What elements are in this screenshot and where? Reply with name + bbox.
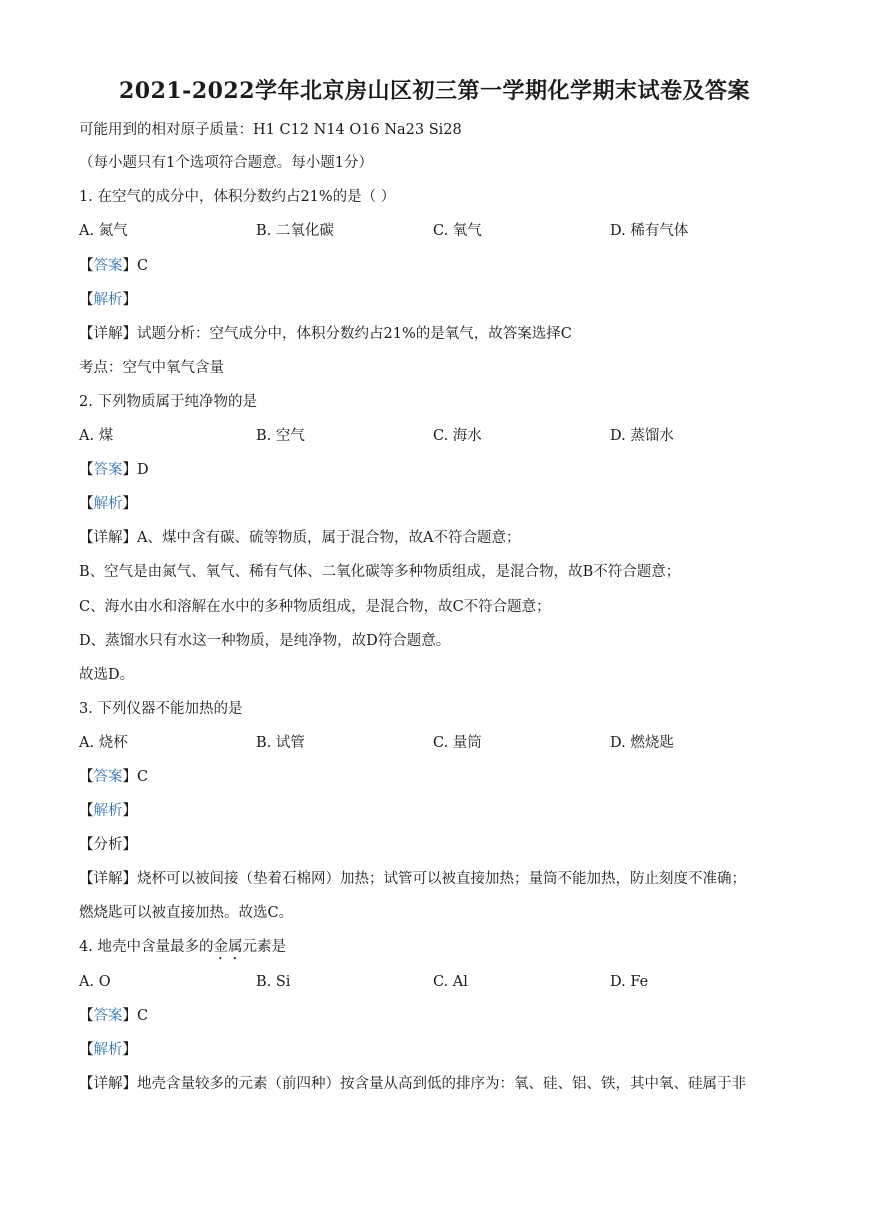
q2-detail-4: D、蒸馏水只有水这一种物质，是纯净物，故D符合题意。 (79, 633, 451, 649)
answer-value: D (137, 462, 149, 478)
answer-value: C (137, 258, 149, 274)
q4-stem (79, 937, 286, 963)
q4-detail: 【详解】地壳含量较多的元素（前四种）按含量从高到低的排序为：氧、硅、铝、铁，其中氧、硅属于非 (79, 1076, 746, 1092)
q3-detail-2: 燃烧匙可以被直接加热。故选C。 (79, 905, 294, 921)
q3-option-a: A. 烧杯 (79, 735, 128, 751)
q4-analysis-label (79, 1040, 137, 1060)
answer-open: 【 (79, 258, 94, 274)
q3-option-b: B. 试管 (256, 735, 305, 751)
analysis-close: 】 (122, 292, 137, 308)
atomic-masses-line: 可能用到的相对原子质量：H1 C12 N14 O16 Na23 Si28 (79, 122, 462, 138)
instructions-line: （每小题只有1个选项符合题意。每小题1分） (79, 155, 373, 171)
analysis-close: 】 (122, 496, 137, 512)
q2-conclusion: 故选D。 (79, 667, 135, 683)
answer-label: 答案 (93, 769, 123, 785)
analysis-open: 【 (79, 1042, 94, 1058)
q4-option-c: C. Al (433, 974, 468, 990)
q4-option-d: D. Fe (610, 974, 649, 990)
q2-option-b: B. 空气 (256, 428, 305, 444)
q1-answer (79, 256, 148, 276)
analysis-close: 】 (122, 803, 137, 819)
analysis-label: 解析 (93, 496, 123, 512)
answer-value: C (137, 1008, 149, 1024)
q4-answer (79, 1006, 148, 1026)
analysis-open: 【 (79, 496, 94, 512)
analysis-label: 解析 (93, 292, 123, 308)
analysis-label: 解析 (93, 1042, 123, 1058)
answer-label: 答案 (93, 1008, 123, 1024)
q4-stem-post: 元素是 (242, 939, 286, 955)
q2-option-a: A. 煤 (79, 428, 114, 444)
q3-option-c: C. 量筒 (433, 735, 482, 751)
q4-option-a: A. O (79, 974, 111, 990)
q1-analysis-label (79, 290, 137, 310)
document-title: 2021-2022学年北京房山区初三第一学期化学期末试卷及答案 (118, 78, 751, 104)
q1-option-a: A. 氮气 (79, 223, 128, 239)
q1-point: 考点：空气中氧气含量 (79, 360, 224, 376)
q2-option-c: C. 海水 (433, 428, 482, 444)
q2-stem: 2. 下列物质属于纯净物的是 (79, 394, 257, 410)
answer-close: 】 (122, 769, 137, 785)
q1-detail: 【详解】试题分析：空气成分中，体积分数约占21%的是氧气，故答案选择C (79, 326, 572, 342)
q1-option-d: D. 稀有气体 (610, 223, 689, 239)
q2-analysis-label (79, 494, 137, 514)
answer-open: 【 (79, 462, 94, 478)
q1-option-c: C. 氧气 (433, 223, 482, 239)
q4-option-b: B. Si (256, 974, 291, 990)
q1-stem: 1. 在空气的成分中，体积分数约占21%的是（ ） (79, 189, 396, 205)
q4-stem-pre: 4. 地壳中含量最多的 (79, 939, 214, 955)
q2-detail-1: 【详解】A、煤中含有碳、硫等物质，属于混合物，故A不符合题意； (79, 530, 521, 546)
q3-detail-1: 【详解】烧杯可以被间接（垫着石棉网）加热；试管可以被直接加热；量筒不能加热，防止刻度不准确； (79, 871, 746, 887)
q4-stem-emphasis: 金属 (213, 939, 243, 955)
answer-value: C (137, 769, 149, 785)
analysis-label: 解析 (93, 803, 123, 819)
q2-detail-2: B、空气是由氮气、氧气、稀有气体、二氧化碳等多种物质组成，是混合物，故B不符合题意； (79, 564, 681, 580)
answer-close: 】 (122, 462, 137, 478)
answer-close: 】 (122, 258, 137, 274)
q3-option-d: D. 燃烧匙 (610, 735, 674, 751)
q2-detail-3: C、海水由水和溶解在水中的多种物质组成，是混合物，故C不符合题意； (79, 599, 551, 615)
q3-stem: 3. 下列仪器不能加热的是 (79, 701, 243, 717)
answer-label: 答案 (93, 462, 123, 478)
analysis-close: 】 (122, 1042, 137, 1058)
q1-option-b: B. 二氧化碳 (256, 223, 334, 239)
q2-option-d: D. 蒸馏水 (610, 428, 674, 444)
q3-analysis-head: 【分析】 (79, 837, 137, 853)
answer-close: 】 (122, 1008, 137, 1024)
q3-analysis-label (79, 801, 137, 821)
analysis-open: 【 (79, 803, 94, 819)
q2-answer (79, 460, 149, 480)
answer-label: 答案 (93, 258, 123, 274)
analysis-open: 【 (79, 292, 94, 308)
answer-open: 【 (79, 769, 94, 785)
q3-answer (79, 767, 148, 787)
answer-open: 【 (79, 1008, 94, 1024)
